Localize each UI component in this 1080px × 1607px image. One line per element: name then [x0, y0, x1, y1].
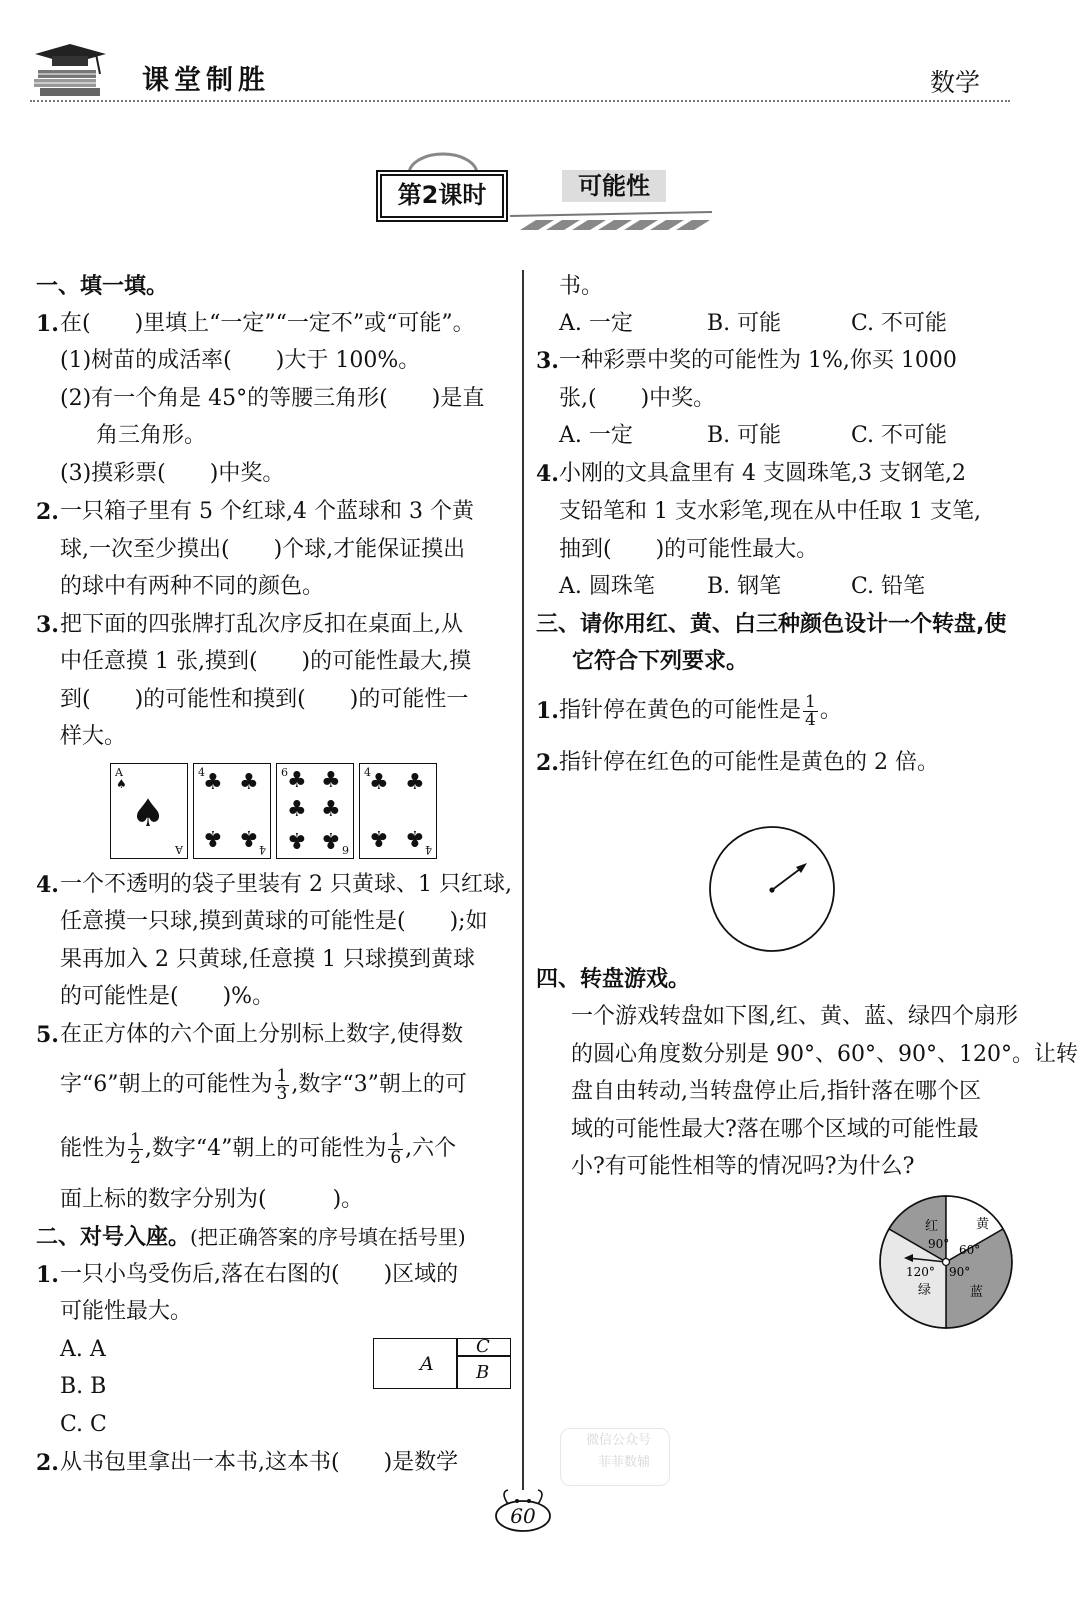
page-number: 60 — [510, 1504, 536, 1528]
fraction-one-third: $\frac{1}{3}$ — [276, 1065, 288, 1104]
s2-q4-number: 4. — [536, 461, 559, 487]
column-divider — [522, 270, 524, 1490]
s2-q3-line1: 一种彩票中奖的可能性为 1%,你买 1000 — [559, 348, 957, 373]
lesson-number: 第2课时 — [397, 181, 487, 209]
s2-q3-line2: 张,( )中奖。 — [559, 386, 716, 411]
s2-q2-option-c: C. 不可能 — [851, 311, 948, 336]
q1-b-line1: (2)有一个角是 45°的等腰三角形( )是直 — [60, 386, 485, 411]
region-diagram — [373, 1338, 511, 1389]
q1-text: 在( )里填上“一定”“一定不”或“可能”。 — [60, 311, 475, 336]
book-title: 课堂制胜 — [142, 65, 270, 96]
svg-text:60°: 60° — [959, 1243, 981, 1257]
svg-text:120°: 120° — [906, 1265, 935, 1279]
s2-q4-option-c: C. 铅笔 — [851, 574, 926, 599]
fraction-one-half: $\frac{1}{2}$ — [130, 1129, 141, 1168]
section-2-title: 二、对号入座。(把正确答案的序号填在括号里) — [36, 1225, 466, 1250]
s2-q2-line2: 书。 — [559, 274, 604, 299]
region-b: B — [476, 1362, 490, 1383]
q3-line2: 中任意摸 1 张,摸到( )的可能性最大,摸 — [60, 649, 472, 674]
s2-q2-number: 2. — [36, 1450, 59, 1476]
q5-line1: 在正方体的六个面上分别标上数字,使得数 — [60, 1022, 463, 1047]
region-c: C — [476, 1336, 490, 1357]
watermark: 微信公众号 菲菲数辅 — [560, 1428, 670, 1488]
s2-q3-option-b: B. 可能 — [707, 423, 782, 448]
card-four-clubs-2: 4 ♣ ♣ ♣ ♣ 4 — [359, 763, 437, 859]
svg-text:黄: 黄 — [976, 1217, 990, 1232]
svg-text:90°: 90° — [949, 1265, 971, 1279]
books-logo-icon — [30, 40, 110, 102]
s4-line5: 小?有可能性相等的情况吗?为什么? — [571, 1154, 915, 1179]
q1-number: 1. — [36, 311, 59, 337]
fraction-one-sixth: $\frac{1}{6}$ — [390, 1129, 402, 1168]
section-1-title: 一、填一填。 — [36, 274, 169, 299]
q5-line2: 字“6”朝上的可能性为 $\frac{1}{3}$ ,数字“3”朝上的可 — [60, 1065, 467, 1104]
spade-icon: ♠ — [131, 791, 166, 835]
s3-q1-text: 指针停在黄色的可能性是 $\frac{1}{4}$ 。 — [559, 691, 842, 730]
s2-q3-option-a: A. 一定 — [559, 423, 633, 448]
q2-line1: 一只箱子里有 5 个红球,4 个蓝球和 3 个黄 — [60, 499, 474, 524]
s3-q2-text: 指针停在红色的可能性是黄色的 2 倍。 — [559, 750, 939, 775]
svg-text:90°: 90° — [928, 1237, 950, 1251]
s4-line3: 盘自由转动,当转盘停止后,指针落在哪个区 — [571, 1079, 981, 1104]
subject-label: 数学 — [930, 68, 981, 97]
q1-c: (3)摸彩票( )中奖。 — [60, 461, 285, 486]
s2-q3-number: 3. — [536, 348, 559, 374]
s2-q3-option-c: C. 不可能 — [851, 423, 948, 448]
card-ace-spades: A ♠ ♠ A — [110, 763, 188, 859]
svg-text:红: 红 — [925, 1219, 939, 1234]
header — [0, 0, 1080, 110]
game-spinner — [876, 1192, 1016, 1332]
section-3-title-line2: 它符合下列要求。 — [572, 649, 749, 674]
s2-q1-option-a: A. A — [60, 1337, 106, 1362]
q2-line2: 球,一次至少摸出( )个球,才能保证摸出 — [60, 537, 466, 562]
s2-q4-line1: 小刚的文具盒里有 4 支圆珠笔,3 支钢笔,2 — [559, 461, 966, 486]
q3-line1: 把下面的四张牌打乱次序反扣在桌面上,从 — [60, 612, 463, 637]
q5-line3: 能性为 $\frac{1}{2}$ ,数字“4”朝上的可能性为 $\frac{1}{6}$ ,六个 — [60, 1129, 457, 1168]
s2-q1-line1: 一只小鸟受伤后,落在右图的( )区域的 — [60, 1262, 459, 1287]
q4-line2: 任意摸一只球,摸到黄球的可能性是( );如 — [60, 909, 488, 934]
club-icon: ♣ — [287, 768, 307, 793]
s2-q1-line2: 可能性最大。 — [60, 1299, 193, 1324]
s2-q4-line2: 支铅笔和 1 支水彩笔,现在从中任取 1 支笔, — [559, 499, 981, 524]
s2-q4-option-a: A. 圆珠笔 — [559, 574, 655, 599]
section-4-title: 四、转盘游戏。 — [536, 967, 691, 992]
lesson-title: 可能性 — [578, 172, 650, 200]
svg-text:绿: 绿 — [918, 1283, 932, 1298]
q4-line4: 的可能性是( )%。 — [60, 984, 275, 1009]
q3-number: 3. — [36, 612, 59, 638]
s2-q1-option-b: B. B — [60, 1374, 107, 1399]
header-rule — [30, 100, 1010, 102]
s2-q4-option-b: B. 钢笔 — [707, 574, 782, 599]
card-four-clubs-1: 4 ♣ ♣ ♣ ♣ 4 — [193, 763, 271, 859]
lesson-title-box — [562, 170, 666, 202]
q1-b-line2: 角三角形。 — [96, 423, 207, 448]
blank-spinner — [706, 823, 838, 955]
s2-q1-number: 1. — [36, 1262, 59, 1288]
s2-q2-option-b: B. 可能 — [707, 311, 782, 336]
lesson-banner — [360, 150, 720, 240]
section-3-title-line1: 三、请你用红、黄、白三种颜色设计一个转盘,使 — [536, 612, 1007, 637]
s3-q1-number: 1. — [536, 698, 559, 724]
q4-number: 4. — [36, 872, 59, 898]
s4-line2: 的圆心角度数分别是 90°、60°、90°、120°。让转 — [571, 1042, 1078, 1067]
section-2-note: (把正确答案的序号填在括号里) — [190, 1225, 466, 1249]
club-icon: ♣ — [369, 770, 389, 795]
fraction-one-quarter: $\frac{1}{4}$ — [805, 691, 816, 730]
region-a: A — [420, 1353, 434, 1375]
q5-line4: 面上标的数字分别为( )。 — [60, 1187, 364, 1212]
q4-line1: 一个不透明的袋子里装有 2 只黄球、1 只红球, — [60, 872, 512, 897]
q4-line3: 果再加入 2 只黄球,任意摸 1 只球摸到黄球 — [60, 947, 475, 972]
s4-line4: 域的可能性最大?落在哪个区域的可能性最 — [571, 1117, 979, 1142]
q3-line4: 样大。 — [60, 724, 127, 749]
card-six-clubs: 6 ♣ ♣ ♣ ♣ ♣ ♣ 6 — [276, 763, 354, 859]
q3-line3: 到( )的可能性和摸到( )的可能性一 — [60, 687, 469, 712]
q5-number: 5. — [36, 1022, 59, 1048]
svg-text:蓝: 蓝 — [970, 1285, 984, 1300]
q1-a: (1)树苗的成活率( )大于 100%。 — [60, 348, 421, 373]
s2-q2-line1: 从书包里拿出一本书,这本书( )是数学 — [60, 1450, 459, 1475]
s2-q2-option-a: A. 一定 — [559, 311, 633, 336]
q2-line3: 的球中有两种不同的颜色。 — [60, 574, 325, 599]
s3-q2-number: 2. — [536, 750, 559, 776]
q2-number: 2. — [36, 499, 59, 525]
s2-q4-line3: 抽到( )的可能性最大。 — [559, 537, 819, 562]
s4-line1: 一个游戏转盘如下图,红、黄、蓝、绿四个扇形 — [571, 1004, 1018, 1029]
club-icon: ♣ — [203, 770, 223, 795]
lesson-number-box — [380, 174, 504, 218]
s2-q1-option-c: C. C — [60, 1412, 107, 1437]
